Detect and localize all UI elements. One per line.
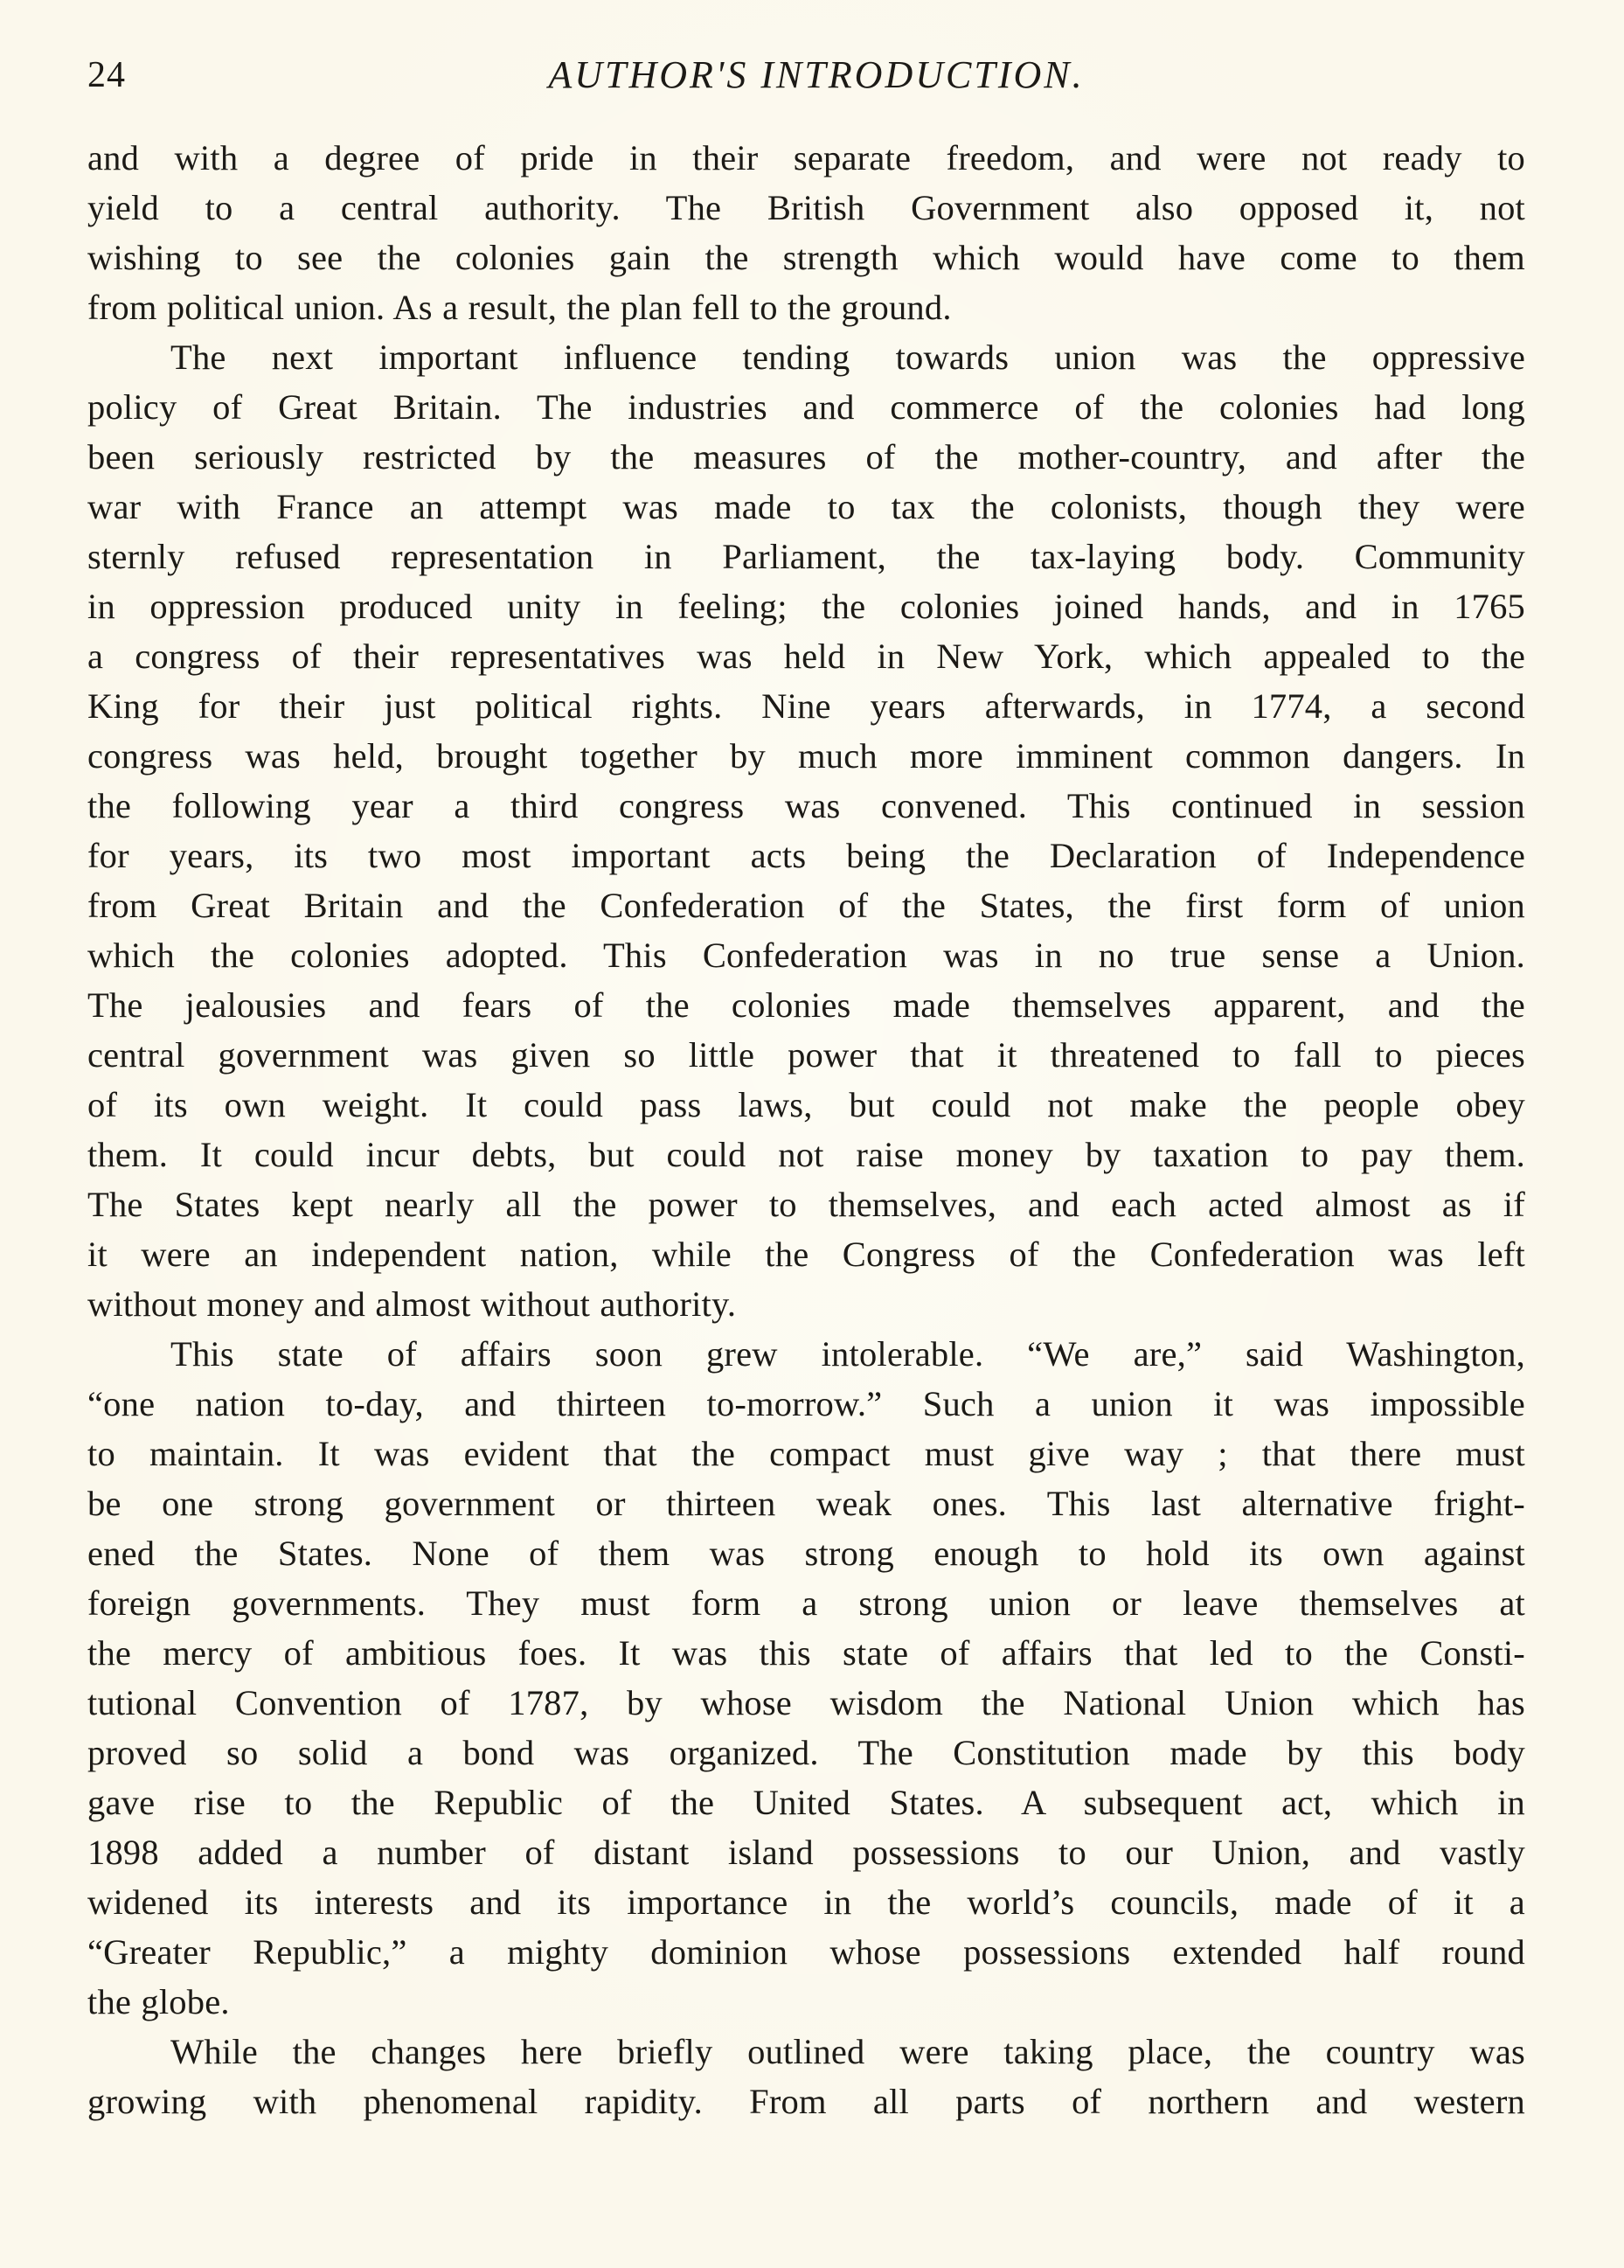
text-line: “Greater Republic,” a mighty dominion whose possessions extended half round xyxy=(87,1932,1525,1972)
body-text xyxy=(87,133,1525,2126)
text-line: from political union. As a result, the plan fell to the ground. xyxy=(87,288,952,327)
text-line: sternly refused representation in Parliament, the tax-laying body. Community xyxy=(87,537,1525,576)
text-line: in oppression produced unity in feeling; the colonies joined hands, and in 1765 xyxy=(87,587,1525,626)
text-line: it were an independent nation, while the Congress of the Confederation was left xyxy=(87,1235,1525,1274)
paragraph-first-line: While the changes here briefly outlined were taking place, the country was xyxy=(170,2032,1525,2071)
running-head xyxy=(87,49,1528,101)
paragraph-first-line: The next important influence tending towards union was the oppressive xyxy=(170,337,1525,377)
text-line: the globe. xyxy=(87,1982,230,2021)
text-line: tutional Convention of 1787, by whose wisdom the National Union which has xyxy=(87,1683,1525,1722)
text-line: widened its interests and its importance in the world’s councils, made of it a xyxy=(87,1882,1525,1922)
text-line: gave rise to the Republic of the United States. A subsequent act, which in xyxy=(87,1783,1525,1822)
text-line: from Great Britain and the Confederation of the States, the first form of union xyxy=(87,886,1525,925)
text-line: of its own weight. It could pass laws, but could not make the people obey xyxy=(87,1085,1525,1124)
text-line: “one nation to-day, and thirteen to-morrow.” Such a union it was impossible xyxy=(87,1384,1525,1423)
text-line: wishing to see the colonies gain the strength which would have come to them xyxy=(87,238,1525,277)
text-line: and with a degree of pride in their separate freedom, and were not ready to xyxy=(87,138,1525,177)
text-line: 1898 added a number of distant island possessions to our Union, and vastly xyxy=(87,1833,1525,1872)
text-line: the following year a third congress was convened. This continued in session xyxy=(87,786,1525,825)
text-line: been seriously restricted by the measures of the mother-country, and after the xyxy=(87,437,1525,477)
text-line: the mercy of ambitious foes. It was this state of affairs that led to the Consti- xyxy=(87,1633,1525,1673)
text-line: yield to a central authority. The British Government also opposed it, not xyxy=(87,188,1525,227)
text-line: for years, its two most important acts being the Declaration of Independence xyxy=(87,836,1525,875)
text-line: them. It could incur debts, but could not raise money by taxation to pay them. xyxy=(87,1135,1525,1174)
text-line: ened the States. None of them was strong enough to hold its own against xyxy=(87,1534,1525,1573)
text-line: The jealousies and fears of the colonies made themselves apparent, and the xyxy=(87,985,1525,1025)
text-line: be one strong government or thirteen weak ones. This last alternative fright- xyxy=(87,1484,1525,1523)
text-line: proved so solid a bond was organized. The Constitution made by this body xyxy=(87,1733,1525,1772)
text-line: central government was given so little power that it threatened to fall to pieces xyxy=(87,1035,1525,1075)
page-number: 24 xyxy=(87,55,126,95)
text-line: without money and almost without authority. xyxy=(87,1284,737,1324)
text-line: King for their just political rights. Nine years afterwards, in 1774, a second xyxy=(87,686,1525,726)
text-line: which the colonies adopted. This Confederation was in no true sense a Union. xyxy=(87,936,1525,975)
text-line: growing with phenomenal rapidity. From all parts of northern and western xyxy=(87,2082,1525,2121)
text-line: foreign governments. They must form a strong union or leave themselves at xyxy=(87,1583,1525,1623)
text-line: The States kept nearly all the power to themselves, and each acted almost as if xyxy=(87,1185,1525,1224)
paragraph-first-line: This state of affairs soon grew intolerable. “We are,” said Washington, xyxy=(170,1334,1525,1374)
running-title: AUTHOR'S INTRODUCTION. xyxy=(548,53,1085,96)
text-line: policy of Great Britain. The industries and commerce of the colonies had long xyxy=(87,387,1525,427)
text-line: to maintain. It was evident that the compact must give way ; that there must xyxy=(87,1434,1525,1473)
text-line: a congress of their representatives was held in New York, which appealed to the xyxy=(87,637,1525,676)
text-line: congress was held, brought together by much more imminent common dangers. In xyxy=(87,736,1525,776)
text-line: war with France an attempt was made to tax the colonists, though they were xyxy=(87,487,1525,526)
